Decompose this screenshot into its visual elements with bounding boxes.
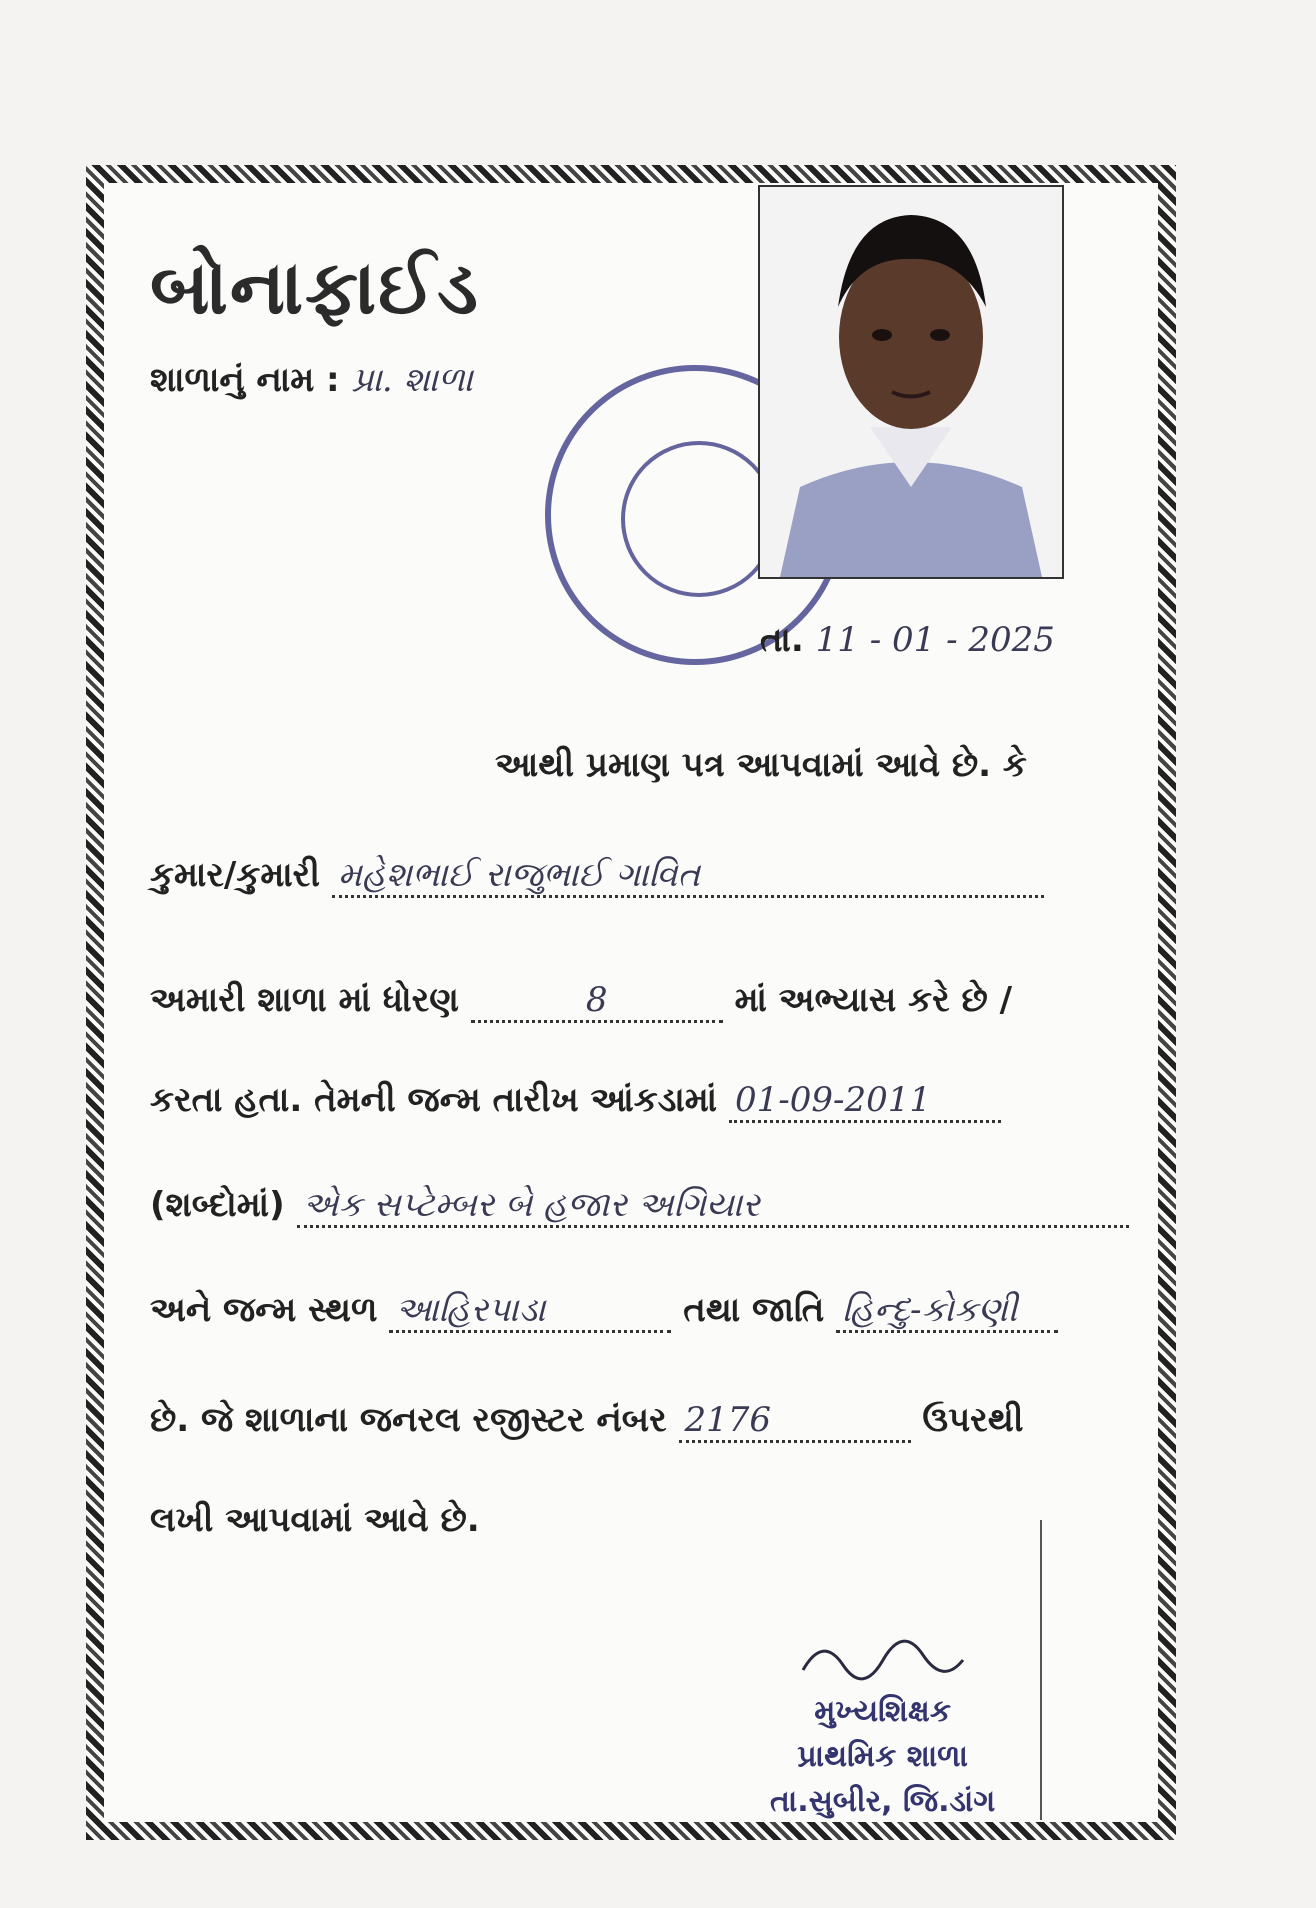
birthplace-row — [150, 1290, 1058, 1333]
caste-label: તથા જાતિ — [683, 1290, 825, 1330]
birthplace-value: આહિરપાડા — [389, 1290, 671, 1333]
dob-row — [150, 1080, 1001, 1123]
standard-value: 8 — [471, 980, 723, 1023]
school-name-label: શાળાનું નામ : — [150, 360, 340, 400]
dob-words-label: (શબ્દોમાં) — [150, 1185, 285, 1225]
school-name-row — [150, 360, 473, 400]
register-suffix: ઉપરથી — [922, 1400, 1024, 1440]
birthplace-label: અને જન્મ સ્થળ — [150, 1290, 378, 1330]
sign-school: પ્રાથમિક શાળા — [797, 1739, 968, 1774]
dob-prefix: કરતા હતા. તેમની જન્મ તારીખ આંકડામાં — [150, 1080, 718, 1120]
student-row — [150, 855, 1044, 898]
intro-text: આથી પ્રમાણ પત્ર આપવામાં આવે છે. કે — [495, 745, 1027, 785]
sign-place: તા.સુબીર, જિ.ડાંગ — [770, 1784, 996, 1819]
school-stamp-inner — [621, 441, 777, 597]
register-row — [150, 1400, 1024, 1443]
student-photo-image — [760, 187, 1062, 577]
signature-icon — [793, 1630, 973, 1690]
register-prefix: છે. જે શાળાના જનરલ રજીસ્ટર નંબર — [150, 1400, 667, 1440]
standard-label: અમારી શાળા માં ધોરણ — [150, 980, 459, 1020]
date-value: 11 - 01 - 2025 — [815, 620, 1055, 660]
student-name-value: મહેશભાઈ રાજુભાઈ ગાવિત — [332, 855, 1044, 898]
date-label: તા. — [760, 620, 804, 660]
date-row — [760, 620, 1055, 660]
closing-text: લખી આપવામાં આવે છે. — [150, 1500, 480, 1540]
divider-line — [1040, 1520, 1042, 1820]
caste-value: હિન્દુ-કોકણી — [836, 1290, 1058, 1333]
register-value: 2176 — [679, 1400, 911, 1443]
dob-words-row — [150, 1185, 1129, 1228]
standard-row — [150, 980, 1012, 1023]
dob-words-value: એક સપ્ટેમ્બર બે હજાર અગિયાર — [297, 1185, 1129, 1228]
signature-block — [770, 1630, 995, 1819]
sign-role: મુખ્યશિક્ષક — [814, 1694, 952, 1729]
standard-suffix: માં અભ્યાસ કરે છે / — [734, 980, 1013, 1020]
school-name-value: પ્રા. શાળા — [351, 360, 473, 400]
student-label: કુમાર/કુમારી — [150, 855, 320, 895]
certificate-title: બોનાફાઈડ — [150, 245, 480, 331]
student-photo — [758, 185, 1064, 579]
dob-value: 01-09-2011 — [729, 1080, 1001, 1123]
